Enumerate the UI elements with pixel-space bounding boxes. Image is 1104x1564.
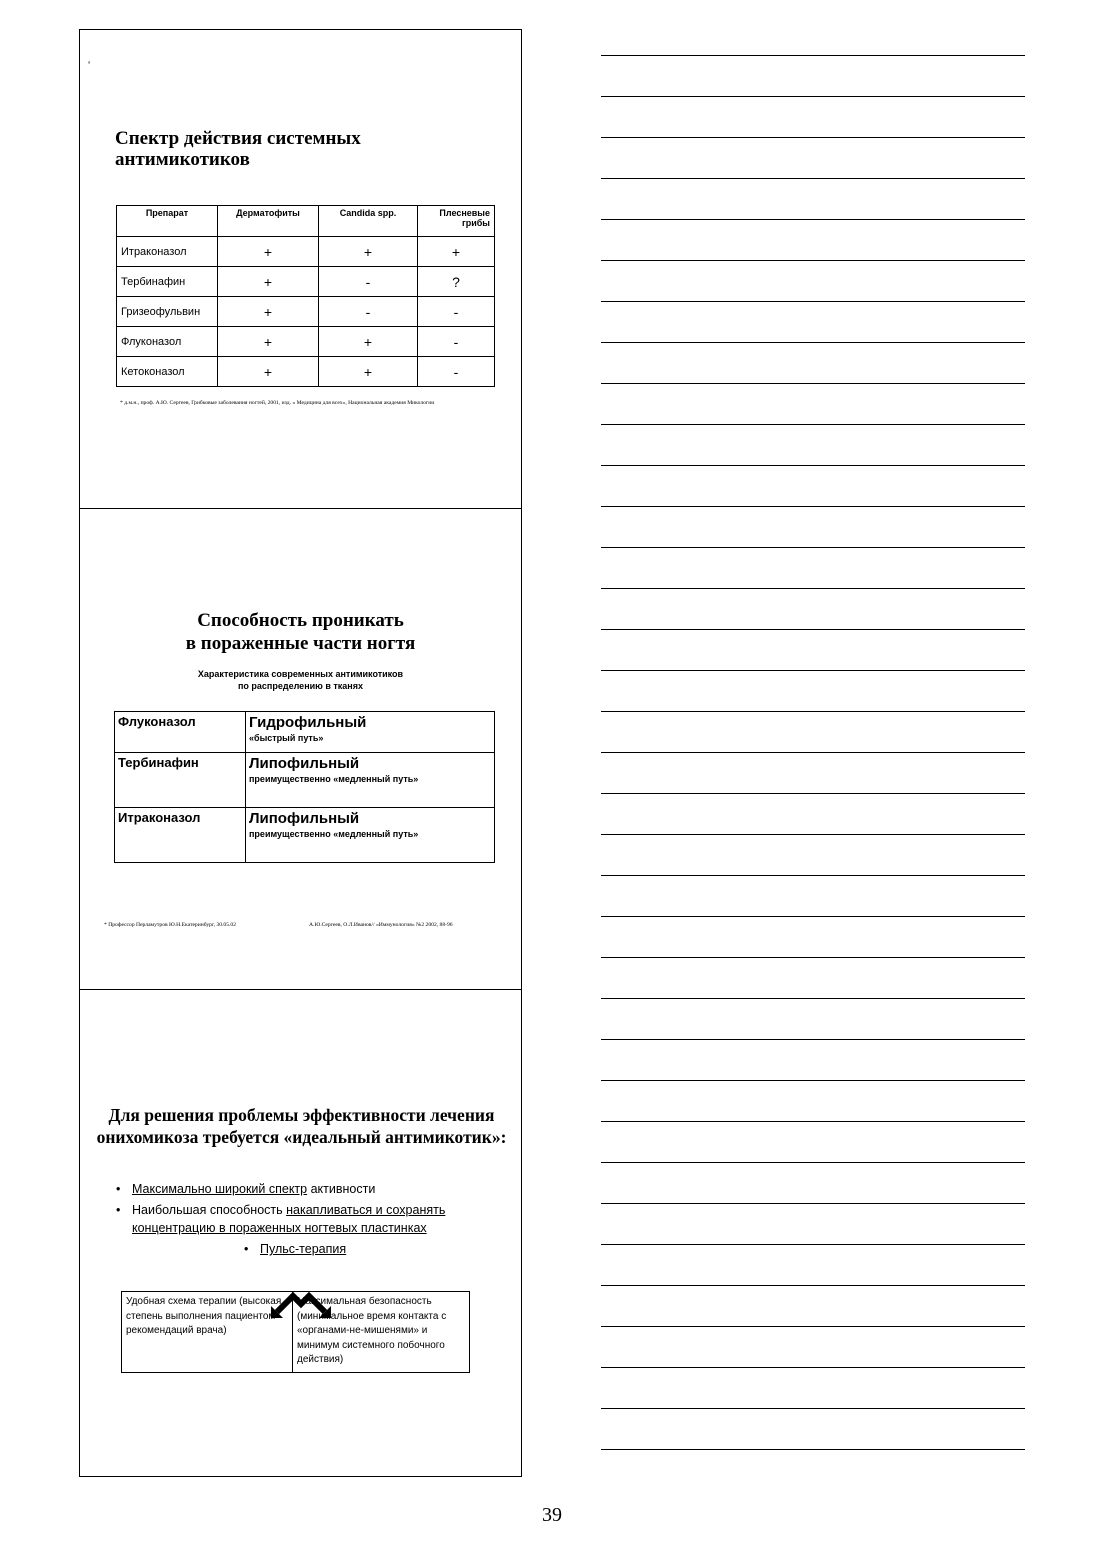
value-cell: + <box>218 297 319 327</box>
table-row <box>115 753 495 808</box>
drug-cell: Флуконазол <box>115 712 246 753</box>
slide-penetration <box>80 509 521 990</box>
header-cell: Препарат <box>117 206 218 237</box>
header-cell: Дерматофиты <box>218 206 319 237</box>
drug-cell: Флуконазол <box>117 327 218 357</box>
note-line <box>601 1326 1025 1327</box>
note-line <box>601 834 1025 835</box>
slide-title: Для решения проблемы эффективности лечения онихомикоза требуется «идеальный антимикотик»: <box>96 1105 507 1147</box>
distribution-table <box>114 711 495 863</box>
notes-lines <box>601 0 1025 1470</box>
value-cell: - <box>319 267 418 297</box>
note-line <box>601 752 1025 753</box>
property-cell <box>246 753 495 808</box>
bullet-item <box>116 1201 496 1237</box>
note-line <box>601 1408 1025 1409</box>
note-line <box>601 301 1025 302</box>
slide-title <box>80 609 521 655</box>
property-cell <box>246 808 495 863</box>
drug-cell: Тербинафин <box>115 753 246 808</box>
note-line <box>601 588 1025 589</box>
subtitle-line: по распределению в тканях <box>237 681 363 691</box>
drug-cell: Итраконазол <box>117 237 218 267</box>
note-line <box>601 670 1025 671</box>
value-cell: - <box>418 297 495 327</box>
note-line <box>601 260 1025 261</box>
table-row <box>117 297 495 327</box>
footnote-left: * Профессор Перламутров Ю.Н.Екатеринбург, 30.05.02 <box>104 922 236 928</box>
title-line: в пораженные части ногтя <box>185 633 416 654</box>
page-number: 39 <box>542 1504 562 1526</box>
note-line <box>601 1367 1025 1368</box>
value-cell: + <box>218 357 319 387</box>
benefit-cell: Максимальная безопасность (минимальное время контакта с «органами-не-мишенями» и минимум системного побочного действия) <box>293 1292 470 1373</box>
note-line <box>601 1162 1025 1163</box>
benefit-cell: Удобная схема терапии (высокая степень выполнения пациентом рекомендаций врача) <box>122 1292 293 1373</box>
note-line <box>601 1285 1025 1286</box>
note-line <box>601 1121 1025 1122</box>
table-row <box>117 237 495 267</box>
value-cell: + <box>418 237 495 267</box>
slide-footnote: * д.м.н., проф. А.Ю. Сергеев, Грибковые заболевания ногтей, 2001, изд. « Медицина для всех», Национальная академия Микологии <box>120 400 435 406</box>
note-line <box>601 1203 1025 1204</box>
table-row <box>117 357 495 387</box>
table-row <box>122 1292 470 1373</box>
bullet-item <box>116 1180 496 1198</box>
value-cell: + <box>218 237 319 267</box>
value-cell: + <box>218 327 319 357</box>
note-line <box>601 1039 1025 1040</box>
note-line <box>601 1449 1025 1450</box>
note-line <box>601 96 1025 97</box>
bullet-underlined: Максимально широкий спектр <box>132 1182 308 1196</box>
footnote-right: А.Ю.Сергеев, О.Л.Иванов// «Иммунология» №2 2002, 88-96 <box>309 922 453 928</box>
note-line <box>601 424 1025 425</box>
bullet-text: Наибольшая способность <box>132 1203 287 1217</box>
note-line <box>601 1244 1025 1245</box>
slide-ideal-antimycotic <box>80 990 521 1478</box>
bullet-underlined: накапливаться и сохранять концентрацию в пораженных ногтевых пластинках <box>132 1203 446 1235</box>
property-note: преимущественно «медленный путь» <box>249 829 419 839</box>
subtitle-line: Характеристика современных антимикотиков <box>197 669 404 679</box>
slide-title: Спектр действия системных антимикотиков <box>115 128 361 170</box>
drug-cell: Кетоконазол <box>117 357 218 387</box>
value-cell: - <box>418 327 495 357</box>
note-line <box>601 506 1025 507</box>
spectrum-table <box>116 205 495 387</box>
header-cell: Candida spp. <box>319 206 418 237</box>
value-cell: + <box>319 237 418 267</box>
note-line <box>601 998 1025 999</box>
note-line <box>601 219 1025 220</box>
bullet-item <box>244 1240 496 1258</box>
property-type: Липофильный <box>249 755 360 772</box>
drug-cell: Итраконазол <box>115 808 246 863</box>
table-row <box>117 267 495 297</box>
bullet-underlined: Пульс-терапия <box>260 1242 347 1256</box>
note-line <box>601 342 1025 343</box>
note-line <box>601 711 1025 712</box>
property-type: Гидрофильный <box>249 714 367 731</box>
note-line <box>601 137 1025 138</box>
table-row <box>117 327 495 357</box>
slide-mark: ‘ <box>88 60 91 71</box>
property-cell <box>246 712 495 753</box>
slide-subtitle <box>80 668 521 692</box>
note-line <box>601 875 1025 876</box>
benefits-table <box>121 1291 470 1373</box>
title-line: Способность проникать <box>197 610 404 631</box>
note-line <box>601 383 1025 384</box>
value-cell: + <box>319 327 418 357</box>
note-line <box>601 957 1025 958</box>
property-note: «быстрый путь» <box>249 733 324 743</box>
header-cell: Плесневые грибы <box>418 206 495 237</box>
value-cell: - <box>418 357 495 387</box>
note-line <box>601 629 1025 630</box>
table-header-row <box>117 206 495 237</box>
property-type: Липофильный <box>249 810 360 827</box>
note-line <box>601 178 1025 179</box>
value-cell: + <box>319 357 418 387</box>
table-row <box>115 712 495 753</box>
slide-spectrum <box>80 30 521 509</box>
note-line <box>601 547 1025 548</box>
bullet-text: активности <box>307 1182 376 1196</box>
bullet-list <box>116 1180 496 1261</box>
note-line <box>601 55 1025 56</box>
note-line <box>601 465 1025 466</box>
value-cell: - <box>319 297 418 327</box>
note-line <box>601 793 1025 794</box>
drug-cell: Гризеофульвин <box>117 297 218 327</box>
value-cell: + <box>218 267 319 297</box>
drug-cell: Тербинафин <box>117 267 218 297</box>
property-note: преимущественно «медленный путь» <box>249 774 419 784</box>
value-cell: ? <box>418 267 495 297</box>
slides-column <box>79 29 522 1477</box>
note-line <box>601 1080 1025 1081</box>
note-line <box>601 916 1025 917</box>
table-row <box>115 808 495 863</box>
